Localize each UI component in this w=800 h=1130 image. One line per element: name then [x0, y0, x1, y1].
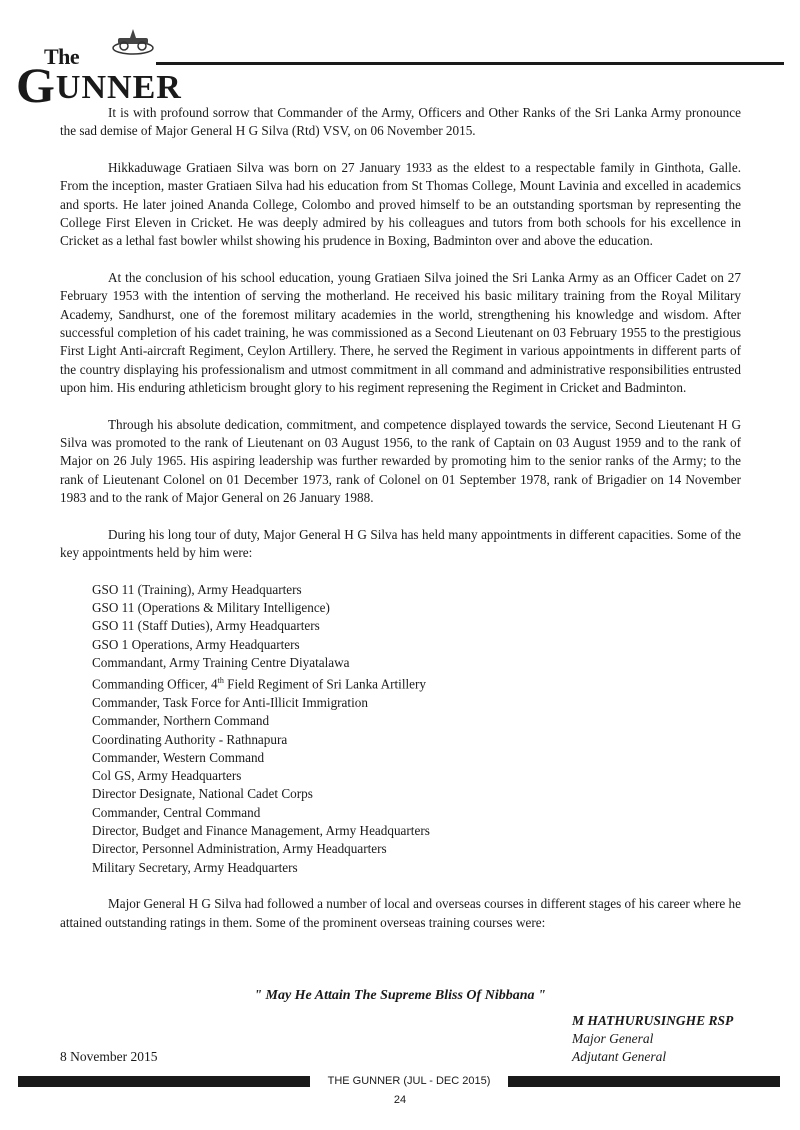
list-item	[92, 672, 741, 694]
list-item: Military Secretary, Army Headquarters	[92, 859, 298, 875]
list-item: Director, Budget and Finance Management, Army Headquarters	[92, 822, 430, 838]
masthead-logo	[14, 22, 182, 113]
signatory-role: Adjutant General	[572, 1049, 667, 1064]
logo-gunner-rest: UNNER	[55, 69, 182, 106]
header-rule	[156, 62, 784, 65]
page-number: 24	[393, 1094, 407, 1106]
logo-gunner-initial: G	[16, 57, 56, 113]
paragraph-courses: Major General H G Silva had followed a number of local and overseas courses in different stages of his career where he attained outstanding ratings in them. Some of the prominent overseas training courses were:	[60, 896, 741, 930]
signatory-name: M HATHURUSINGHE RSP	[572, 1013, 734, 1028]
list-item: GSO 1 Operations, Army Headquarters	[92, 636, 300, 652]
paragraph-promotions: Through his absolute dedication, commitment, and competence displayed towards the service, Second Lieutenant H G Silva was promoted to the rank of Lieutenant on 03 August 1956, to the rank of Captain on 03 August 1959 and to the rank of Major on 26 July 1965. His aspiring leadership was further rewarded by promoting him to the senior ranks of the Army; to the rank of Lieutenant Colonel on 01 December 1973, rank of Colonel on 01 September 1978, rank of Brigadier on 14 November 1983 and to the rank of Major General on 26 January 1988.	[60, 416, 741, 505]
document-date: 8 November 2015	[60, 1049, 158, 1064]
list-item: Director, Personnel Administration, Army Headquarters	[92, 841, 387, 857]
appointments-list	[60, 581, 741, 877]
footer-title: THE GUNNER (JUL - DEC 2015)	[327, 1075, 491, 1087]
list-item: Commander, Northern Command	[92, 713, 270, 729]
list-item: Coordinating Authority - Rathnapura	[92, 731, 288, 747]
paragraph-army-entry: At the conclusion of his school education, young Gratiaen Silva joined the Sri Lanka Army as an Officer Cadet on 27 February 1953 with the intention of serving the motherland. He received his basic military training from the Royal Military Academy, Sandhurst, one of the foremost military academies in the world, strengthening his knowledge and wisdom. After successful completion of his cadet training, he was commissioned as a Second Lieutenant on 03 February 1955 to the prestigious First Light Anti-aircraft Regiment, Ceylon Artillery. There, he served the Regiment in various appointments in different parts of the country displaying his professionalism and utmost commitment in all command and administrative responsibilities entrusted upon him. His enduring athleticism brought glory to his regiment represening the Regiment in Cricket and Badminton.	[60, 270, 741, 395]
artillery-emblem-icon	[110, 26, 156, 56]
signature-block	[572, 1012, 733, 1066]
paragraph-appointments-intro: During his long tour of duty, Major General H G Silva has held many appointments in different capacities. Some of the key appointments held by him were:	[60, 526, 741, 560]
list-item: Director Designate, National Cadet Corps	[92, 786, 313, 802]
footer-bar-right	[508, 1076, 780, 1087]
list-item-text-tail: Field Regiment of Sri Lanka Artillery	[223, 676, 426, 692]
article-body	[60, 104, 741, 932]
list-item: GSO 11 (Staff Duties), Army Headquarters	[92, 618, 320, 634]
list-item: GSO 11 (Operations & Military Intelligence)	[92, 600, 330, 616]
footer-bar-left	[18, 1076, 310, 1087]
list-item: Commander, Central Command	[92, 804, 261, 820]
logo-the: The	[44, 44, 80, 69]
paragraph-announcement: It is with profound sorrow that Commander of the Army, Officers and Other Ranks of the Sri Lanka Army pronounce the sad demise of Major General H G Silva (Rtd) VSV, on 06 November 2015.	[60, 105, 741, 139]
signatory-rank: Major General	[572, 1031, 654, 1046]
ordinal-suffix: th	[217, 676, 224, 686]
list-item-text: Commanding Officer, 4	[92, 676, 218, 692]
list-item: Commander, Task Force for Anti-Illicit Immigration	[92, 694, 368, 710]
closing-quote: " May He Attain The Supreme Bliss Of Nibbana "	[254, 988, 546, 1003]
paragraph-early-life: Hikkaduwage Gratiaen Silva was born on 27 January 1933 as the eldest to a respectable family in Ginthota, Galle. From the inception, master Gratiaen Silva had his education from St Thomas College, Mount Lavinia and excelled in academics and sports. He later joined Ananda College, Colombo and proved himself to be an outstanding sportsman by representing the College First Eleven in Cricket. He was deeply admired by his colleagues and tutors from both schools for his excellence in Cricket as a lethal fast bowler whilst showing his prudence in Boxing, Badminton over and above the education.	[60, 160, 741, 249]
list-item: GSO 11 (Training), Army Headquarters	[92, 581, 302, 597]
list-item: Commandant, Army Training Centre Diyatalawa	[92, 654, 350, 670]
list-item: Commander, Western Command	[92, 749, 265, 765]
list-item: Col GS, Army Headquarters	[92, 768, 242, 784]
